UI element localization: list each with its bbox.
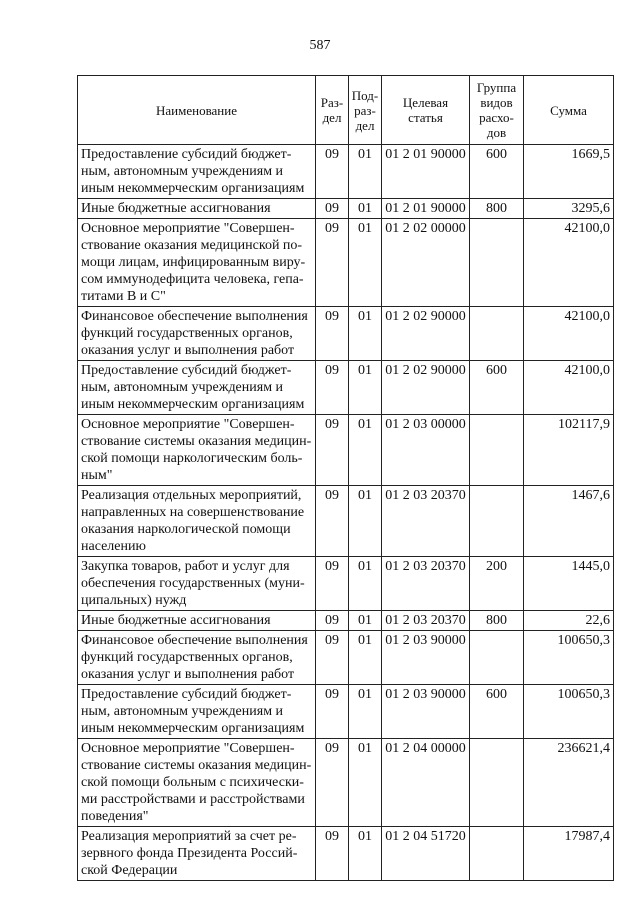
cell-name: Предоставление субсидий бюджет- ным, автономным учреждениям и иным некоммерческим организациям — [78, 361, 316, 415]
cell-podrazdel: 01 — [349, 145, 382, 199]
cell-name: Предоставление субсидий бюджет- ным, автономным учреждениям и иным некоммерческим организациям — [78, 685, 316, 739]
cell-sum: 17987,4 — [524, 827, 614, 881]
cell-razdel: 09 — [316, 827, 349, 881]
table-row — [78, 827, 614, 881]
cell-razdel: 09 — [316, 219, 349, 307]
cell-group — [470, 219, 524, 307]
cell-name: Финансовое обеспечение выполнения функций государственных органов, оказания услуг и выполнения работ — [78, 307, 316, 361]
cell-name: Реализация мероприятий за счет ре- зервного фонда Президента Россий- ской Федерации — [78, 827, 316, 881]
cell-target: 01 2 03 20370 — [382, 486, 470, 557]
cell-group — [470, 739, 524, 827]
cell-podrazdel: 01 — [349, 486, 382, 557]
cell-name: Иные бюджетные ассигнования — [78, 611, 316, 631]
cell-group — [470, 631, 524, 685]
table-row — [78, 557, 614, 611]
cell-group — [470, 486, 524, 557]
cell-razdel: 09 — [316, 685, 349, 739]
cell-target: 01 2 03 00000 — [382, 415, 470, 486]
table-row — [78, 307, 614, 361]
cell-target: 01 2 03 90000 — [382, 685, 470, 739]
header-group: Группа видов расхо- дов — [470, 76, 524, 145]
cell-podrazdel: 01 — [349, 415, 382, 486]
table-row — [78, 145, 614, 199]
table-row — [78, 611, 614, 631]
cell-target: 01 2 02 90000 — [382, 307, 470, 361]
table-row — [78, 219, 614, 307]
header-target: Целевая статья — [382, 76, 470, 145]
cell-name: Основное мероприятие "Совершен- ствование системы оказания медицин- ской помощи больным с психически- ми расстройствами и расстройствами поведения" — [78, 739, 316, 827]
table-row — [78, 685, 614, 739]
cell-podrazdel: 01 — [349, 685, 382, 739]
cell-podrazdel: 01 — [349, 827, 382, 881]
cell-group: 600 — [470, 145, 524, 199]
cell-sum: 1445,0 — [524, 557, 614, 611]
cell-sum: 100650,3 — [524, 631, 614, 685]
cell-name: Основное мероприятие "Совершен- ствование системы оказания медицин- ской помощи наркологическим боль- ным" — [78, 415, 316, 486]
cell-podrazdel: 01 — [349, 611, 382, 631]
header-sum: Сумма — [524, 76, 614, 145]
cell-podrazdel: 01 — [349, 557, 382, 611]
cell-sum: 1467,6 — [524, 486, 614, 557]
cell-sum: 22,6 — [524, 611, 614, 631]
cell-razdel: 09 — [316, 145, 349, 199]
cell-razdel: 09 — [316, 631, 349, 685]
table-row — [78, 631, 614, 685]
cell-target: 01 2 03 90000 — [382, 631, 470, 685]
cell-razdel: 09 — [316, 361, 349, 415]
cell-name: Предоставление субсидий бюджет- ным, автономным учреждениям и иным некоммерческим организациям — [78, 145, 316, 199]
cell-name: Закупка товаров, работ и услуг для обеспечения государственных (муни- ципальных) нужд — [78, 557, 316, 611]
cell-target: 01 2 01 90000 — [382, 199, 470, 219]
budget-table — [77, 75, 614, 881]
cell-group: 600 — [470, 361, 524, 415]
cell-group: 600 — [470, 685, 524, 739]
header-podrazdel: Под- раз- дел — [349, 76, 382, 145]
cell-name: Реализация отдельных мероприятий, направленных на совершенствование оказания наркологической помощи населению — [78, 486, 316, 557]
cell-razdel: 09 — [316, 486, 349, 557]
cell-group: 800 — [470, 611, 524, 631]
cell-target: 01 2 02 00000 — [382, 219, 470, 307]
header-razdel: Раз- дел — [316, 76, 349, 145]
cell-podrazdel: 01 — [349, 307, 382, 361]
cell-podrazdel: 01 — [349, 361, 382, 415]
cell-sum: 42100,0 — [524, 361, 614, 415]
cell-razdel: 09 — [316, 307, 349, 361]
cell-podrazdel: 01 — [349, 199, 382, 219]
cell-razdel: 09 — [316, 739, 349, 827]
table-row — [78, 415, 614, 486]
cell-sum: 3295,6 — [524, 199, 614, 219]
cell-podrazdel: 01 — [349, 219, 382, 307]
cell-group: 200 — [470, 557, 524, 611]
cell-name: Финансовое обеспечение выполнения функций государственных органов, оказания услуг и выполнения работ — [78, 631, 316, 685]
cell-sum: 42100,0 — [524, 307, 614, 361]
cell-group: 800 — [470, 199, 524, 219]
header-name: Наименование — [78, 76, 316, 145]
cell-group — [470, 307, 524, 361]
cell-target: 01 2 03 20370 — [382, 611, 470, 631]
cell-name: Основное мероприятие "Совершен- ствование оказания медицинской по- мощи лицам, инфицированным виру- сом иммунодефицита человека, гепа- титами В и С" — [78, 219, 316, 307]
cell-sum: 42100,0 — [524, 219, 614, 307]
cell-name: Иные бюджетные ассигнования — [78, 199, 316, 219]
table-header-row — [78, 76, 614, 145]
table-row — [78, 739, 614, 827]
cell-podrazdel: 01 — [349, 739, 382, 827]
cell-razdel: 09 — [316, 611, 349, 631]
cell-target: 01 2 01 90000 — [382, 145, 470, 199]
cell-sum: 1669,5 — [524, 145, 614, 199]
cell-razdel: 09 — [316, 199, 349, 219]
cell-razdel: 09 — [316, 557, 349, 611]
cell-target: 01 2 02 90000 — [382, 361, 470, 415]
cell-group — [470, 415, 524, 486]
table-row — [78, 199, 614, 219]
cell-target: 01 2 04 00000 — [382, 739, 470, 827]
cell-target: 01 2 03 20370 — [382, 557, 470, 611]
page-number: 587 — [309, 38, 331, 53]
cell-sum: 100650,3 — [524, 685, 614, 739]
cell-sum: 102117,9 — [524, 415, 614, 486]
cell-target: 01 2 04 51720 — [382, 827, 470, 881]
cell-razdel: 09 — [316, 415, 349, 486]
cell-sum: 236621,4 — [524, 739, 614, 827]
table-row — [78, 361, 614, 415]
table-row — [78, 486, 614, 557]
cell-podrazdel: 01 — [349, 631, 382, 685]
cell-group — [470, 827, 524, 881]
